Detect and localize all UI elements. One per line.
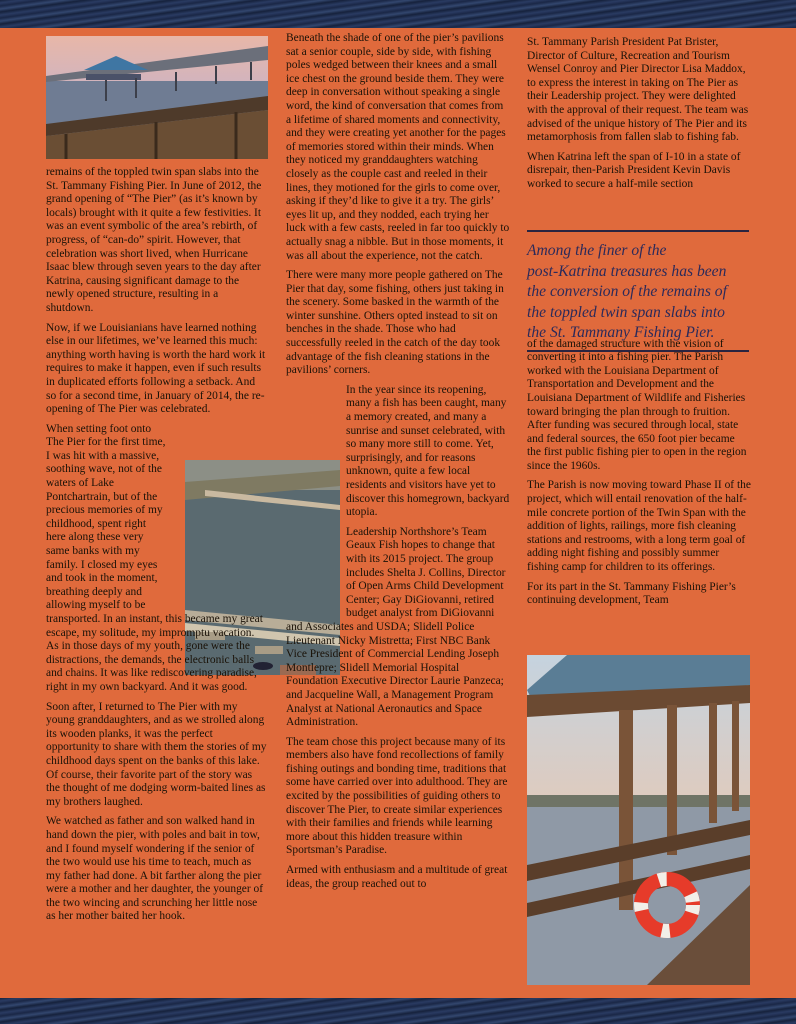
col1-paragraph-1: remains of the toppled twin span slabs into the St. Tammany Fishing Pier. In June of 2012, the grand opening of “The Pier” (as it’s known by locals) brought with it quite a few festivities. It was an event symbolic of the area’s rebirth, of progress, of “can-do” spirit. However, that celebration was short lived, when Hurricane Isaac blew through seven years to the day after Katrina, causing significant damage to the newly opened structure, resulting in a shutdown.: [46, 166, 262, 314]
col2-paragraph-1: Beneath the shade of one of the pier’s pavilions sat a senior couple, side by side, with fishing poles wedged between their knees and a small ice chest on the ground beside them. They were deep in conversation without speaking a single word, the kind of conversation that comes from a lifetime of shared moments and connectivity, and they were creating yet another for the pages of memories stored within their minds. When they noticed my granddaughters watching closely as the couple cast and reeled in their lines, they motioned for the girls to come over, asking if they’d like to give it a try. The girls’ eyes lit up, and they nodded, each trying her luck with a few casts, reeled in far too quickly to actually snag a nibble. But in those moments, it was all about the experience, not the catch.: [286, 32, 510, 262]
col3-paragraph-1: St. Tammany Parish President Pat Brister, Director of Culture, Recreation and Tourism Wensel Conroy and Pier Director Lisa Maddox, to express the interest in taking on The Pier as their Leadership project. They were delighted with the approval of their request. The team was advised of the unique history of The Pier and its metamorphosis from fallen slab to fishing fab.: [527, 36, 749, 144]
pull-quote-line-3: the conversion of the remains of: [527, 283, 727, 300]
col2-float-spacer: [185, 384, 342, 616]
col2-paragraph-4: Leadership Northshore’s Team Geaux Fish hopes to change that with its 2015 project. The group includes Shelta J. Collins, Director of Open Arms Child Development Center; Gay DiGiovanni, retired budget analyst from DiGiovanni and Associates and USDA; Slidell Police Lieutenant Nicky Mistretta; First NBC Bank Vice President of Commercial Lending Joseph Montlepre; Slidell Memorial Hospital Foundation Executive Director Laurie Panzeca; and Jacqueline Wall, a Management Program Analyst at National Aeronautics and Space Administration.: [286, 525, 506, 729]
article-page: [0, 28, 796, 998]
col2-paragraph-6: Armed with enthusiasm and a multitude of great ideas, the group reached out to: [286, 864, 508, 890]
pull-quote-line-2: post-Katrina treasures has been: [527, 262, 727, 280]
col3-paragraph-3: of the damaged structure with the vision of converting it into a fishing pier. The Parish worked with the Louisiana Department of Transportation and Development and the Louisiana Department of Wildlife and Fisheries toward bringing the plan through to fruition. After funding was secured through local, state and federal sources, the 650 foot pier became the first public fishing pier to open in the region since the 1960s.: [527, 337, 747, 472]
col2-paragraph-3: [286, 384, 510, 520]
pull-quote-line-1: Among the finer of the: [527, 242, 667, 259]
col1-paragraph-2: Now, if we Louisianians have learned nothing else in our lifetimes, we’ve learned this much: anything worth having is worth the hard work it requires to make it happen, even if such results in duplicated efforts following a setback. And so for a second time, in January of 2014, the re-opening of The Pier was celebrated.: [46, 321, 266, 416]
bottom-water-border: [0, 998, 796, 1024]
pavilion-life-ring-photo: [527, 655, 750, 985]
col3-paragraph-2: When Katrina left the span of I-10 in a state of disrepair, then-Parish President Kevin Davis worked to secure a half-mile section: [527, 150, 741, 190]
col2-paragraph-3-text: In the year since its reopening, many a fish has been caught, many a memory created, and many a sunrise and sunset celebrated, with so many more still to come. Yet, surprisingly, and for reasons unknown, quite a few local residents and visitors have yet to discover this homegrown, backyard utopia.: [346, 383, 510, 519]
col2-paragraph-5: The team chose this project because many of its members also have fond recollections of family fishing outings and bonding time, traditions that some have carried over into adulthood. They are excited by the possibilities of guiding others to discover The Pier, to create similar experiences with their families and friends while learning more about this hidden treasure within Sportsman’s Paradise.: [286, 735, 508, 857]
col1-paragraph-3-text: When setting foot onto The Pier for the first time, I was hit with a massive, soothing wave, not of the waters of Lake Pontchartrain, but of the precious memories of my childhood, spent right here along these very same banks with my family. I closed my eyes and took in the moment, breathing deeply and allowing myself to be transported. In an instant, this became my great escape, my solitude, my impromptu vacation. As in those days of my youth, gone were the distractions, the demands, the electronic balls and chains. It was like rediscovering paradise, right in my own backyard. And it was good.: [46, 422, 263, 693]
col3-paragraph-5: For its part in the St. Tammany Fishing Pier’s continuing development, Team: [527, 580, 736, 607]
col2-paragraph-2: There were many more people gathered on The Pier that day, some fishing, others just taking in the scenery. Some basked in the warmth of the winter sunshine. Others opted instead to sit on benches in the shade. Those who had successfully reeled in the catch of the day took advantage of the fish cleaning stations in the pavilions’ corners.: [286, 269, 504, 377]
pull-quote-line-5: the St. Tammany Fishing Pier.: [527, 324, 715, 341]
top-water-border: [0, 0, 796, 28]
column-2: [286, 32, 510, 897]
pier-pavilion-photo: [46, 36, 268, 159]
col1-paragraph-5: We watched as father and son walked hand in hand down the pier, with poles and bait in tow, and I found myself wondering if the senior of the two would use his time to teach, much as my father had done. A bit farther along the pier were a mother and her daughter, the younger of the two wincing and scrunching her little nose as her mother baited her hook.: [46, 815, 264, 923]
col3-paragraph-4: The Parish is now moving toward Phase II of the project, which will entail renovation of the half-mile concrete portion of the Twin Span with the addition of lights, railings, more fish cleaning stations and restrooms, with a long term goal of adding night fishing and possibly summer fishing camp for children to its offerings.: [527, 479, 751, 574]
pull-quote-line-4: the toppled twin span slabs into: [527, 303, 725, 321]
col1-paragraph-4: Soon after, I returned to The Pier with my young granddaughters, and as we strolled along its wooden planks, it was the perfect opportunity to share with them the stories of my childhood days spent on the banks of this lake. Of course, their favorite part of the story was the thought of me dodging worm-baited lines as my brothers laughed.: [46, 700, 267, 808]
pull-quote: [527, 230, 749, 352]
